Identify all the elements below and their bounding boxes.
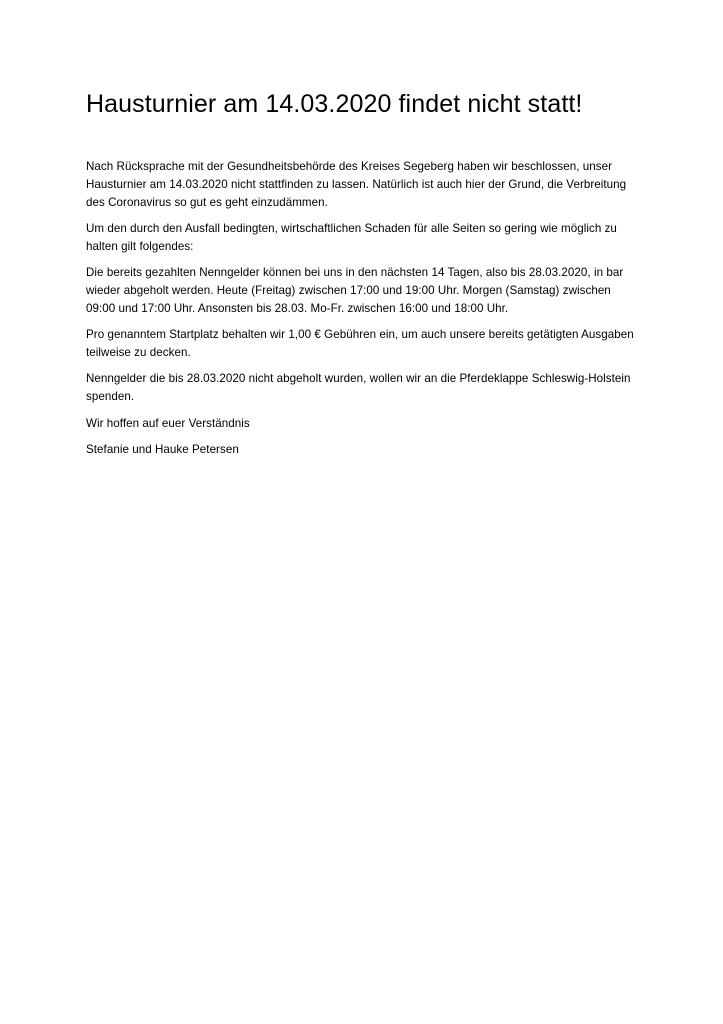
paragraph-refund-times: Die bereits gezahlten Nenngelder können bei uns in den nächsten 14 Tagen, also bis 28.03.2020, in bar wieder abgeholt werden. Heute (Freitag) zwischen 17:00 und 19:00 Uhr. Morgen (Samstag) zwischen 09:00 und 17:00 Uhr. Ansonsten bis 28.03. Mo-Fr. zwischen 16:00 und 18:00 Uhr. [86,266,624,315]
paragraph-donation: Nenngelder die bis 28.03.2020 nicht abgeholt wurden, wollen wir an die Pferdeklappe Schleswig-Holstein spenden. [86,372,631,404]
paragraph-announcement: Nach Rücksprache mit der Gesundheitsbehörde des Kreises Segeberg haben wir beschlossen, unser Hausturnier am 14.03.2020 nicht stattfinden zu lassen. Natürlich ist auch hier der Grund, die Verbreitung des Coronavirus so gut es geht einzudämmen. [86,160,627,209]
page-title: Hausturnier am 14.03.2020 findet nicht statt! [86,90,583,118]
document-body [86,158,638,459]
paragraph-intro-rules: Um den durch den Ausfall bedingten, wirtschaftlichen Schaden für alle Seiten so gering wie möglich zu halten gilt folgendes: [86,221,617,253]
document-content [86,88,638,467]
paragraph-fee-retention: Pro genanntem Startplatz behalten wir 1,00 € Gebühren ein, um auch unsere bereits getätigten Ausgaben teilweise zu decken. [86,328,634,359]
paragraph-signature: Stefanie und Hauke Petersen [86,442,239,456]
paragraph-closing: Wir hoffen auf euer Verständnis [86,416,250,430]
